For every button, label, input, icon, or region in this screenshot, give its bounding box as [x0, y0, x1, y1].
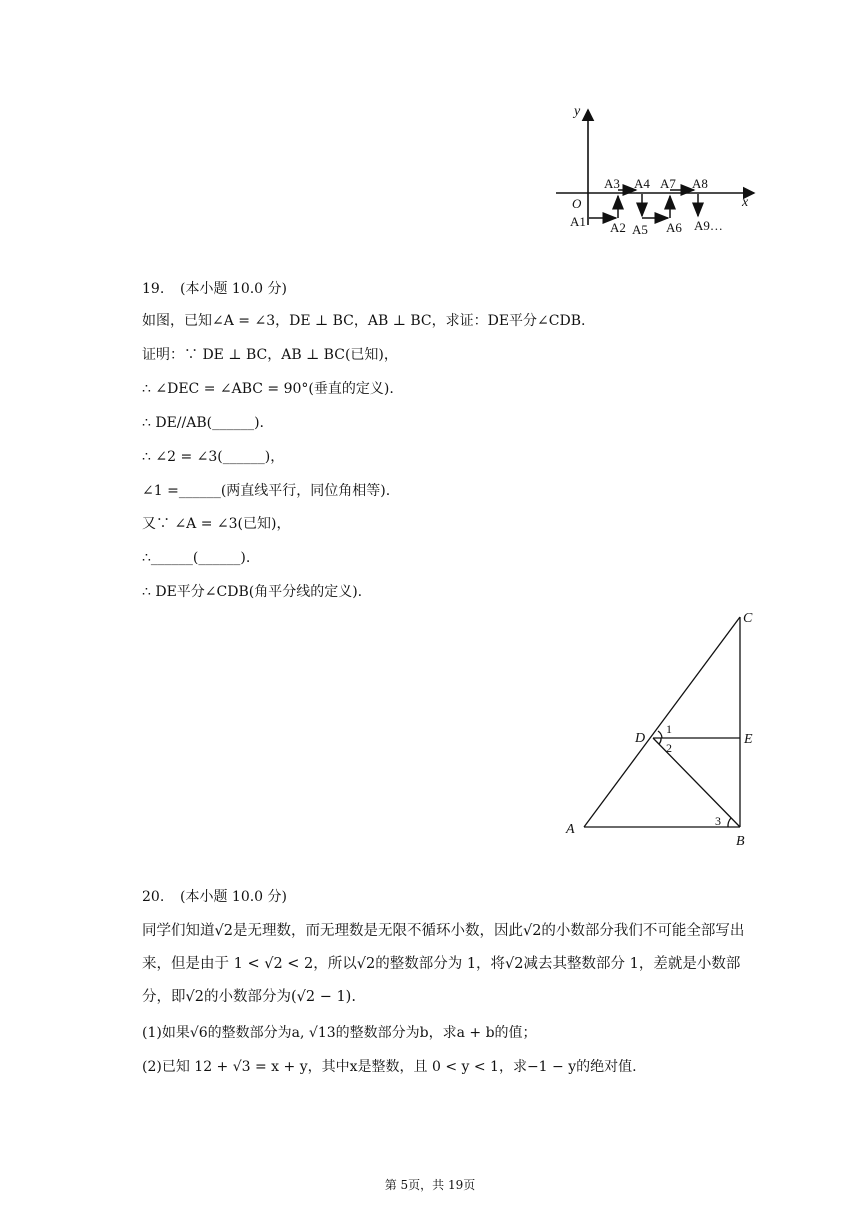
q20-number: 20. — [142, 889, 165, 905]
q20-intro: 同学们知道√2是无理数，而无理数是无限不循环小数，因此√2的小数部分我们不可能全部写出来，但是由于 1 < √2 < 2，所以√2的整数部分为 1，将√2减去其整数部分 1，差就是小数部分，即√2的小数部分为(√2 − 1). — [142, 923, 745, 1005]
label-angle-2: 2 — [666, 741, 672, 755]
q19-line-4: ∴ DE//AB(______). — [142, 415, 265, 431]
coordinate-figure — [548, 100, 768, 240]
angle-arc-1 — [658, 731, 662, 738]
page-footer: 第 5页，共 19页 — [384, 1178, 476, 1192]
point-label-a7: A7 — [660, 176, 676, 191]
point-label-a3: A3 — [604, 176, 620, 191]
y-axis-label: y — [574, 104, 581, 119]
label-d: D — [635, 731, 646, 746]
q19-line-1: 如图，已知∠A = ∠3，DE ⊥ BC，AB ⊥ BC，求证：DE平分∠CDB. — [142, 313, 586, 329]
q20-heading — [142, 887, 287, 907]
q19-line-8: ∴______(______). — [142, 550, 251, 566]
x-axis-label: x — [742, 195, 749, 210]
point-label-a9: A9… — [694, 218, 723, 233]
point-label-a4: A4 — [634, 176, 650, 191]
segment-ac — [584, 617, 740, 827]
q20-part-1: (1)如果√6的整数部分为a, √13的整数部分为b，求a + b的值； — [142, 1025, 537, 1041]
angle-arc-2 — [659, 738, 661, 744]
origin-label: O — [572, 196, 582, 211]
angle-arc-3 — [728, 818, 731, 827]
label-angle-3: 3 — [715, 814, 721, 828]
q19-score: (本小题 10.0 分) — [180, 281, 287, 297]
q19-number: 19. — [142, 281, 165, 297]
label-a: A — [566, 822, 575, 837]
point-label-a2: A2 — [610, 220, 626, 235]
q19-line-9: ∴ DE平分∠CDB(角平分线的定义). — [142, 584, 363, 600]
q20-score: (本小题 10.0 分) — [180, 889, 287, 905]
coordinate-figure-svg — [548, 100, 768, 240]
q19-line-7: 又∵ ∠A = ∠3(已知)， — [142, 516, 291, 532]
point-label-a6: A6 — [666, 220, 682, 235]
point-label-a8: A8 — [692, 176, 708, 191]
label-angle-1: 1 — [666, 722, 672, 736]
triangle-figure-svg — [560, 605, 770, 855]
q20-part-2: (2)已知 12 + √3 = x + y，其中x是整数，且 0 < y < 1，求−1 − y的绝对值. — [142, 1059, 637, 1075]
q19-heading — [142, 279, 287, 299]
q19-line-5: ∴ ∠2 = ∠3(______)， — [142, 449, 285, 465]
label-b: B — [736, 834, 745, 849]
point-label-a1: A1 — [570, 214, 586, 229]
label-e: E — [744, 732, 753, 747]
triangle-figure — [560, 605, 770, 855]
point-label-a5: A5 — [632, 222, 648, 237]
q19-line-2: 证明：∵ DE ⊥ BC，AB ⊥ BC(已知)， — [142, 347, 398, 363]
q19-line-3: ∴ ∠DEC = ∠ABC = 90°(垂直的定义). — [142, 381, 394, 397]
label-c: C — [743, 611, 753, 626]
q19-line-6: ∠1 =______(两直线平行，同位角相等). — [142, 483, 391, 499]
